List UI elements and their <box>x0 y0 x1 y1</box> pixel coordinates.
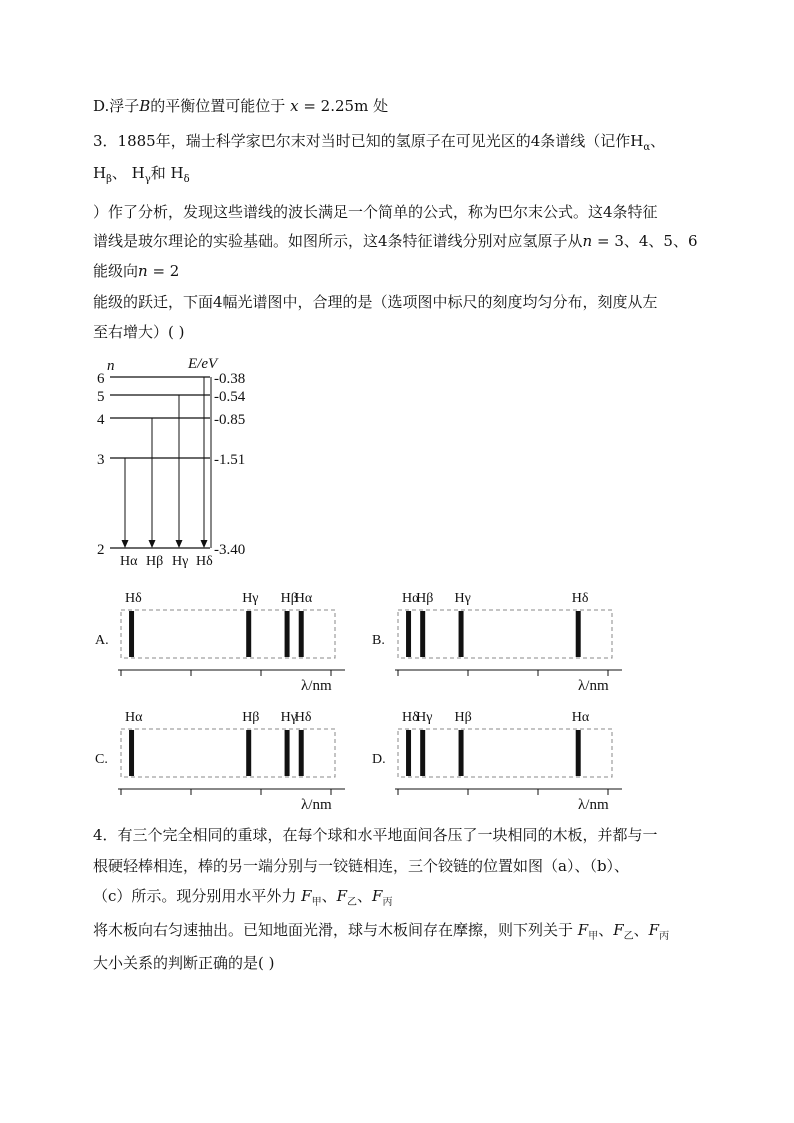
level-energy-4: -0.85 <box>214 412 246 428</box>
transition-label-h-gamma: Hγ <box>172 554 189 569</box>
spectral-line-label: Hβ <box>416 591 434 606</box>
transition-label-h-delta: Hδ <box>196 554 213 569</box>
spectral-line-label: Hδ <box>402 710 419 725</box>
spectral-line-label: Hγ <box>242 591 259 606</box>
spectrum-option-a <box>93 578 363 693</box>
spectral-line-label: Hδ <box>294 710 312 725</box>
spectrum-option-d <box>370 697 640 812</box>
level-n-2: 2 <box>97 542 105 558</box>
spectral-line <box>420 730 425 776</box>
spectral-line <box>129 611 134 657</box>
level-n-6: 6 <box>97 371 105 387</box>
q4-line3: （c）所示。现分别用水平外力 $F_甲$、$F_乙$、$F_丙$ <box>93 887 393 908</box>
wavelength-axis-label: λ/nm <box>301 797 332 812</box>
spectral-line-label: Hγ <box>416 710 433 725</box>
arrowhead-h-beta <box>149 540 156 548</box>
spectral-line <box>459 730 464 776</box>
level-energy-5: -0.54 <box>214 389 246 405</box>
spectral-line-label: Hγ <box>280 710 297 725</box>
q3-line1: 3．1885年，瑞士科学家巴尔末对当时已知的氢原子在可见光区的4条谱线（记作$H_\alpha$、 <box>93 132 666 153</box>
wavelength-axis-label: λ/nm <box>301 678 332 693</box>
spectral-line-label: Hα <box>294 591 313 606</box>
spectral-line <box>299 611 304 657</box>
spectral-line <box>576 730 581 776</box>
spectrum-option-b <box>370 578 640 693</box>
transition-label-h-alpha: Hα <box>120 554 138 569</box>
spectral-line <box>406 611 411 657</box>
spectral-line-label: Hβ <box>242 710 260 725</box>
spectral-line <box>576 611 581 657</box>
spectral-line <box>246 730 251 776</box>
spectral-line-label: Hγ <box>454 591 471 606</box>
q3-line7: 至右增大）( ) <box>93 323 185 341</box>
arrowhead-h-alpha <box>122 540 129 548</box>
q3-line6: 能级的跃迁，下面4幅光谱图中，合理的是（选项图中标尺的刻度均匀分布，刻度从左 <box>93 293 658 311</box>
wavelength-axis-label: λ/nm <box>578 678 609 693</box>
spectral-line <box>285 730 290 776</box>
transition-label-h-beta: Hβ <box>146 554 164 569</box>
spectral-line-label: Hδ <box>571 591 589 606</box>
q3-line4: 谱线是玻尔理论的实验基础。如图所示，这4条特征谱线分别对应氢原子从n = 3、4、5、6 <box>93 232 698 250</box>
spectral-line <box>406 730 411 776</box>
level-n-4: 4 <box>97 412 105 428</box>
option-letter: D. <box>372 752 386 767</box>
q3-line5: 能级向n = 2 <box>93 262 180 280</box>
spectral-line <box>420 611 425 657</box>
spectral-line-label: Hα <box>125 710 143 725</box>
spectral-line-label: Hβ <box>454 710 472 725</box>
spectral-line <box>129 730 134 776</box>
spectral-line <box>459 611 464 657</box>
spectral-line-label: Hα <box>402 591 420 606</box>
e-axis-label: E/eV <box>188 356 218 372</box>
arrowhead-h-gamma <box>176 540 183 548</box>
level-n-3: 3 <box>97 452 105 468</box>
level-n-5: 5 <box>97 389 105 405</box>
q4-line1: 4．有三个完全相同的重球，在每个球和水平地面间各压了一块相同的木板，并都与一 <box>93 826 658 844</box>
q4-line5: 大小关系的判断正确的是( ) <box>93 954 275 972</box>
level-energy-3: -1.51 <box>214 452 246 468</box>
level-energy-2: -3.40 <box>214 542 246 558</box>
energy-level-diagram <box>90 352 280 577</box>
option-letter: C. <box>95 752 108 767</box>
spectral-line-label: Hα <box>571 710 590 725</box>
wavelength-axis-label: λ/nm <box>578 797 609 812</box>
spectral-line-label: Hδ <box>125 591 142 606</box>
spectral-line-label: Hβ <box>280 591 298 606</box>
option-letter: A. <box>95 633 109 648</box>
n-axis-label: n <box>107 358 115 374</box>
q3-line2: $H_\beta$、 $H_\gamma$和 $H_\delta$ <box>93 164 190 185</box>
q4-line2: 根硬轻棒相连，棒的另一端分别与一铰链相连，三个铰链的位置如图（a）、（b）、 <box>93 857 630 875</box>
level-energy-6: -0.38 <box>214 371 246 387</box>
q2-option-d: D.浮子B的平衡位置可能位于 x = 2.25m 处 <box>93 97 389 115</box>
q4-line4: 将木板向右匀速抽出。已知地面光滑，球与木板间存在摩擦，则下列关于 $F_甲$、$F_乙$、$F_丙$ <box>93 921 670 942</box>
spectral-line <box>299 730 304 776</box>
arrowhead-h-delta <box>201 540 208 548</box>
q3-line3: ）作了分析，发现这些谱线的波长满足一个简单的公式，称为巴尔末公式。这4条特征 <box>93 203 658 221</box>
option-letter: B. <box>372 633 385 648</box>
spectral-line <box>246 611 251 657</box>
spectral-line <box>285 611 290 657</box>
spectrum-option-c <box>93 697 363 812</box>
